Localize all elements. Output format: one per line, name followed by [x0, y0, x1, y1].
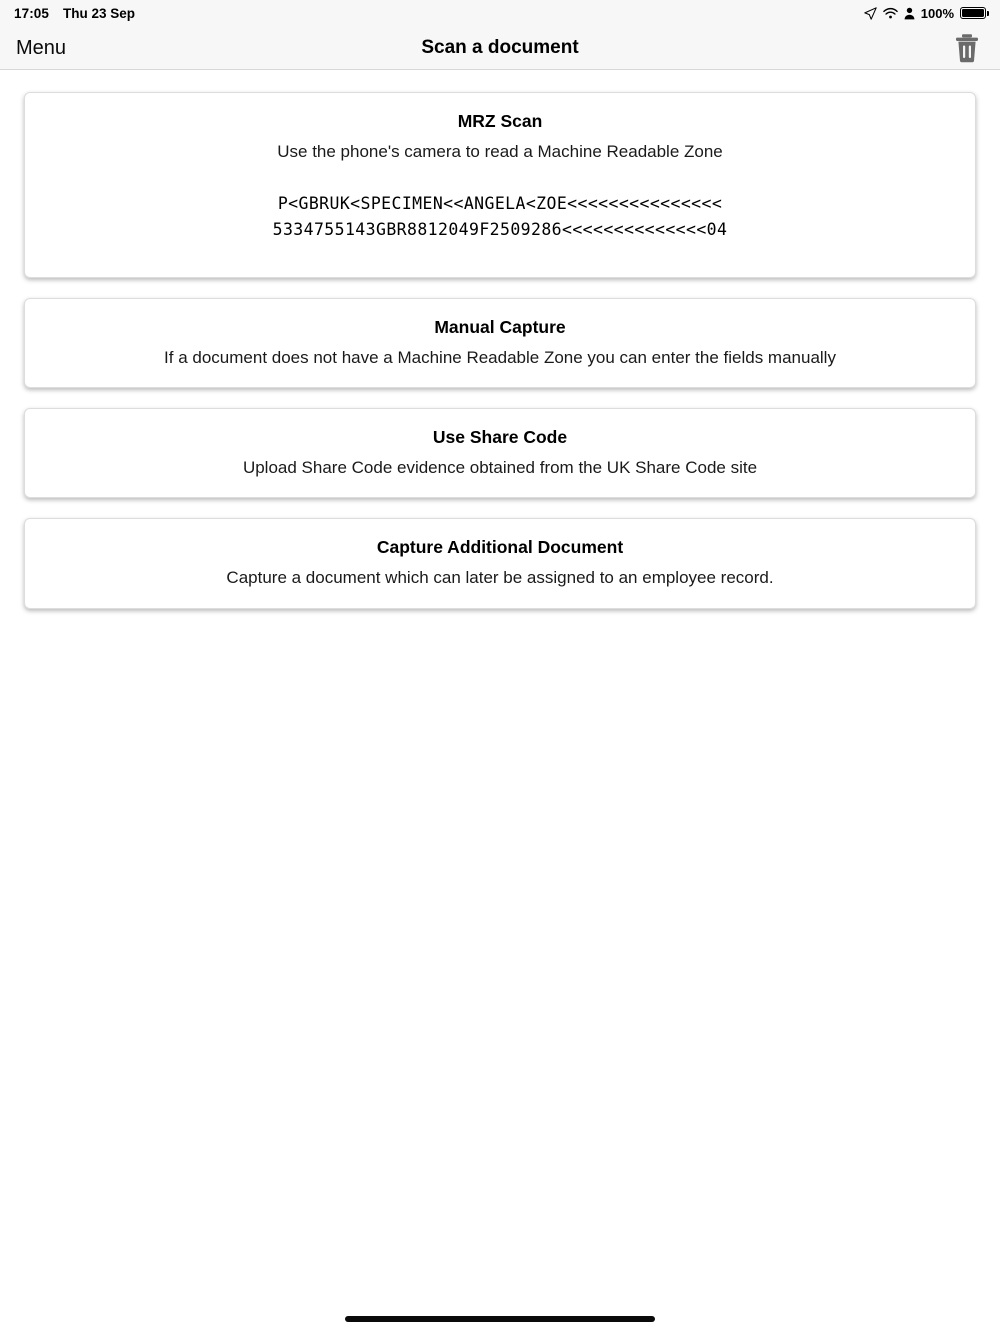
navigation-bar [0, 26, 1000, 70]
card-title-capture-additional-document: Capture Additional Document [376, 537, 624, 558]
wifi-icon [883, 7, 898, 20]
status-bar [0, 0, 1000, 26]
mrz-text-block [45, 191, 955, 242]
card-subtitle-capture-additional-document: Capture a document which can later be assigned to an employee record. [226, 568, 774, 588]
status-bar-right [864, 6, 986, 21]
card-capture-additional-document[interactable] [24, 518, 976, 608]
person-icon [904, 7, 915, 20]
status-bar-left [14, 6, 135, 21]
card-title-mrz-scan: MRZ Scan [457, 111, 543, 131]
location-arrow-icon [864, 7, 877, 20]
card-title-use-share-code: Use Share Code [432, 427, 568, 447]
card-subtitle-manual-capture: If a document does not have a Machine Readable Zone you can enter the fields manually [164, 347, 836, 367]
card-mrz-scan[interactable] [24, 92, 976, 278]
status-time: 17:05 [14, 5, 50, 21]
main-content [0, 70, 1000, 609]
menu-button[interactable]: Menu [16, 36, 67, 59]
mrz-line-2: 5334755143GBR8812049F2509286<<<<<<<<<<<<<<04 [272, 220, 728, 239]
battery-percent-label: 100% [920, 5, 954, 21]
battery-icon [960, 7, 986, 19]
home-indicator[interactable] [345, 1316, 655, 1322]
trash-icon[interactable] [950, 31, 984, 65]
card-title-manual-capture: Manual Capture [434, 316, 566, 337]
card-subtitle-use-share-code: Upload Share Code evidence obtained from the UK Share Code site [242, 458, 758, 477]
status-date: Thu 23 Sep [63, 5, 136, 21]
mrz-line-1: P<GBRUK<SPECIMEN<<ANGELA<ZOE<<<<<<<<<<<<<<< [277, 194, 723, 214]
page-title: Scan a document [421, 36, 579, 58]
card-use-share-code[interactable] [24, 408, 976, 498]
card-subtitle-mrz-scan: Use the phone's camera to read a Machine Readable Zone [277, 142, 723, 161]
card-manual-capture[interactable] [24, 298, 976, 388]
